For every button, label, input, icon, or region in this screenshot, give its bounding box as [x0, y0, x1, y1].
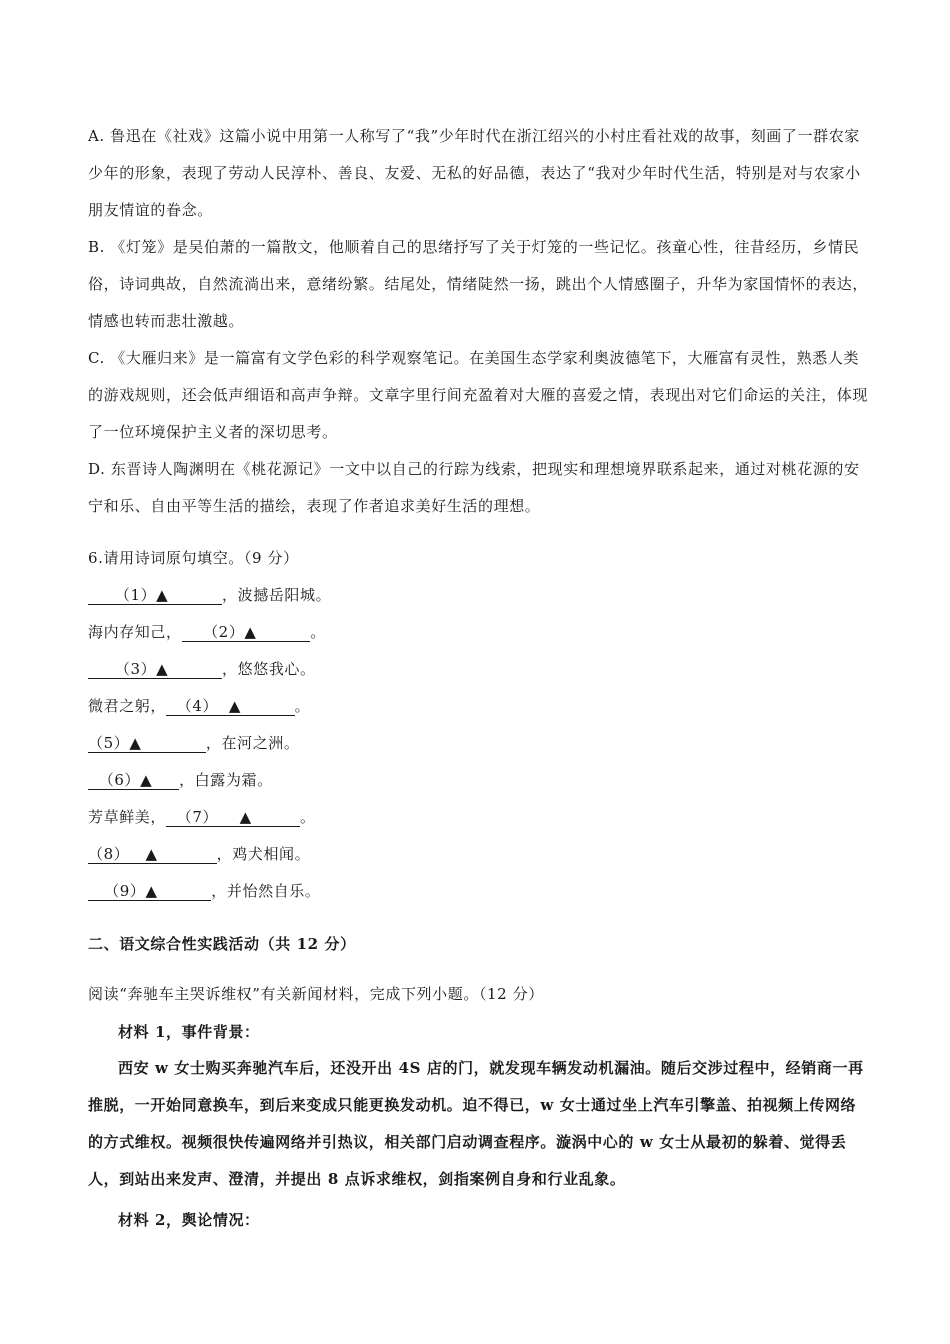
- section-2-intro: 阅读“奔驰车主哭诉维权”有关新闻材料，完成下列小题。（12 分）: [88, 985, 544, 1003]
- fill-line-3: [88, 658, 316, 680]
- fill-after-9: ，并怡然自乐。: [211, 882, 321, 900]
- fill-blank-8: （8） ▲: [88, 845, 217, 863]
- fill-blank-2: （2）▲: [181, 623, 311, 641]
- fill-blank-5: （5）▲: [88, 734, 206, 752]
- fill-line-7: [88, 806, 316, 828]
- fill-blank-3: （3）▲: [88, 660, 223, 678]
- section-2-heading: 二、语文综合性实践活动（共 12 分）: [88, 935, 356, 953]
- fill-after-4: 。: [294, 697, 311, 715]
- fill-after-1: ，波撼岳阳城。: [222, 586, 332, 604]
- material-1-title: 材料 1，事件背景：: [118, 1023, 260, 1041]
- option-c: C. 《大雁归来》是一篇富有文学色彩的科学观察笔记。在美国生态学家利奥波德笔下，大雁富有灵性，熟悉人类的游戏规则，还会低声细语和高声争辩。文章字里行间充盈着对大雁的喜爱之情，表现出对它们命运的关注，体现了一位环境保护主义者的深切思考。: [88, 349, 869, 441]
- fill-line-9: [88, 880, 320, 902]
- option-b: B. 《灯笼》是吴伯萧的一篇散文，他顺着自己的思绪抒写了关于灯笼的一些记忆。孩童心性，往昔经历，乡情民俗，诗词典故，自然流淌出来，意绪纷繁。结尾处，情绪陡然一扬，跳出个人情感圈子，升华为家国情怀的表达，情感也转而悲壮激越。: [88, 238, 869, 330]
- option-d: D. 东晋诗人陶渊明在《桃花源记》一文中以自己的行踪为线索，把现实和理想境界联系起来，通过对桃花源的安宁和乐、自由平等生活的描绘，表现了作者追求美好生活的理想。: [88, 460, 860, 515]
- fill-after-5: ，在河之洲。: [205, 734, 300, 752]
- fill-line-8: [88, 843, 310, 865]
- fill-line-6: [88, 769, 273, 791]
- fill-blank-4: （4） ▲: [166, 697, 295, 715]
- fill-after-8: ，鸡犬相闻。: [216, 845, 311, 863]
- fill-line-2: [88, 621, 326, 643]
- fill-line-1: [88, 584, 331, 606]
- material-1-text: 西安 w 女士购买奔驰汽车后，还没开出 4S 店的门，就发现车辆发动机漏油。随后交涉过程中，经销商一再推脱，一开始同意换车，到后来变成只能更换发动机。迫不得已，w 女士通过坐上汽车引擎盖、拍视频上传网络的方式维权。视频很快传遍网络并引热议，相关部门启动调查程序。漩涡中心的 w 女士从最初的躲着、觉得丢人，到站出来发声、澄清，并提出 8 点诉求维权，剑指案例自身和行业乱象。: [88, 1059, 864, 1188]
- fill-blank-9: （9）▲: [88, 882, 212, 900]
- fill-after-6: ，白露为霜。: [179, 771, 273, 789]
- fill-after-3: ，悠悠我心。: [222, 660, 316, 678]
- fill-after-7: 。: [300, 808, 316, 826]
- fill-blank-1: （1）▲: [88, 586, 223, 604]
- fill-line-5: [88, 732, 300, 754]
- question-6-title: 6.请用诗词原句填空。（9 分）: [88, 549, 299, 567]
- fill-line-4: [88, 695, 310, 717]
- fill-blank-7: （7） ▲: [166, 808, 301, 826]
- fill-before-2: 海内存知己，: [88, 623, 182, 641]
- fill-after-2: 。: [310, 623, 326, 641]
- material-2-title: 材料 2，舆论情况：: [118, 1211, 260, 1229]
- option-a: A. 鲁迅在《社戏》这篇小说中用第一人称写了“我”少年时代在浙江绍兴的小村庄看社戏的故事，刻画了一群农家少年的形象，表现了劳动人民淳朴、善良、友爱、无私的好品德，表达了“我对少年时代生活，特别是对与农家小朋友情谊的眷念。: [88, 127, 861, 219]
- fill-blank-6: （6）▲: [88, 771, 180, 789]
- fill-before-7: 芳草鲜美，: [88, 808, 167, 826]
- fill-before-4: 微君之躬，: [88, 697, 167, 715]
